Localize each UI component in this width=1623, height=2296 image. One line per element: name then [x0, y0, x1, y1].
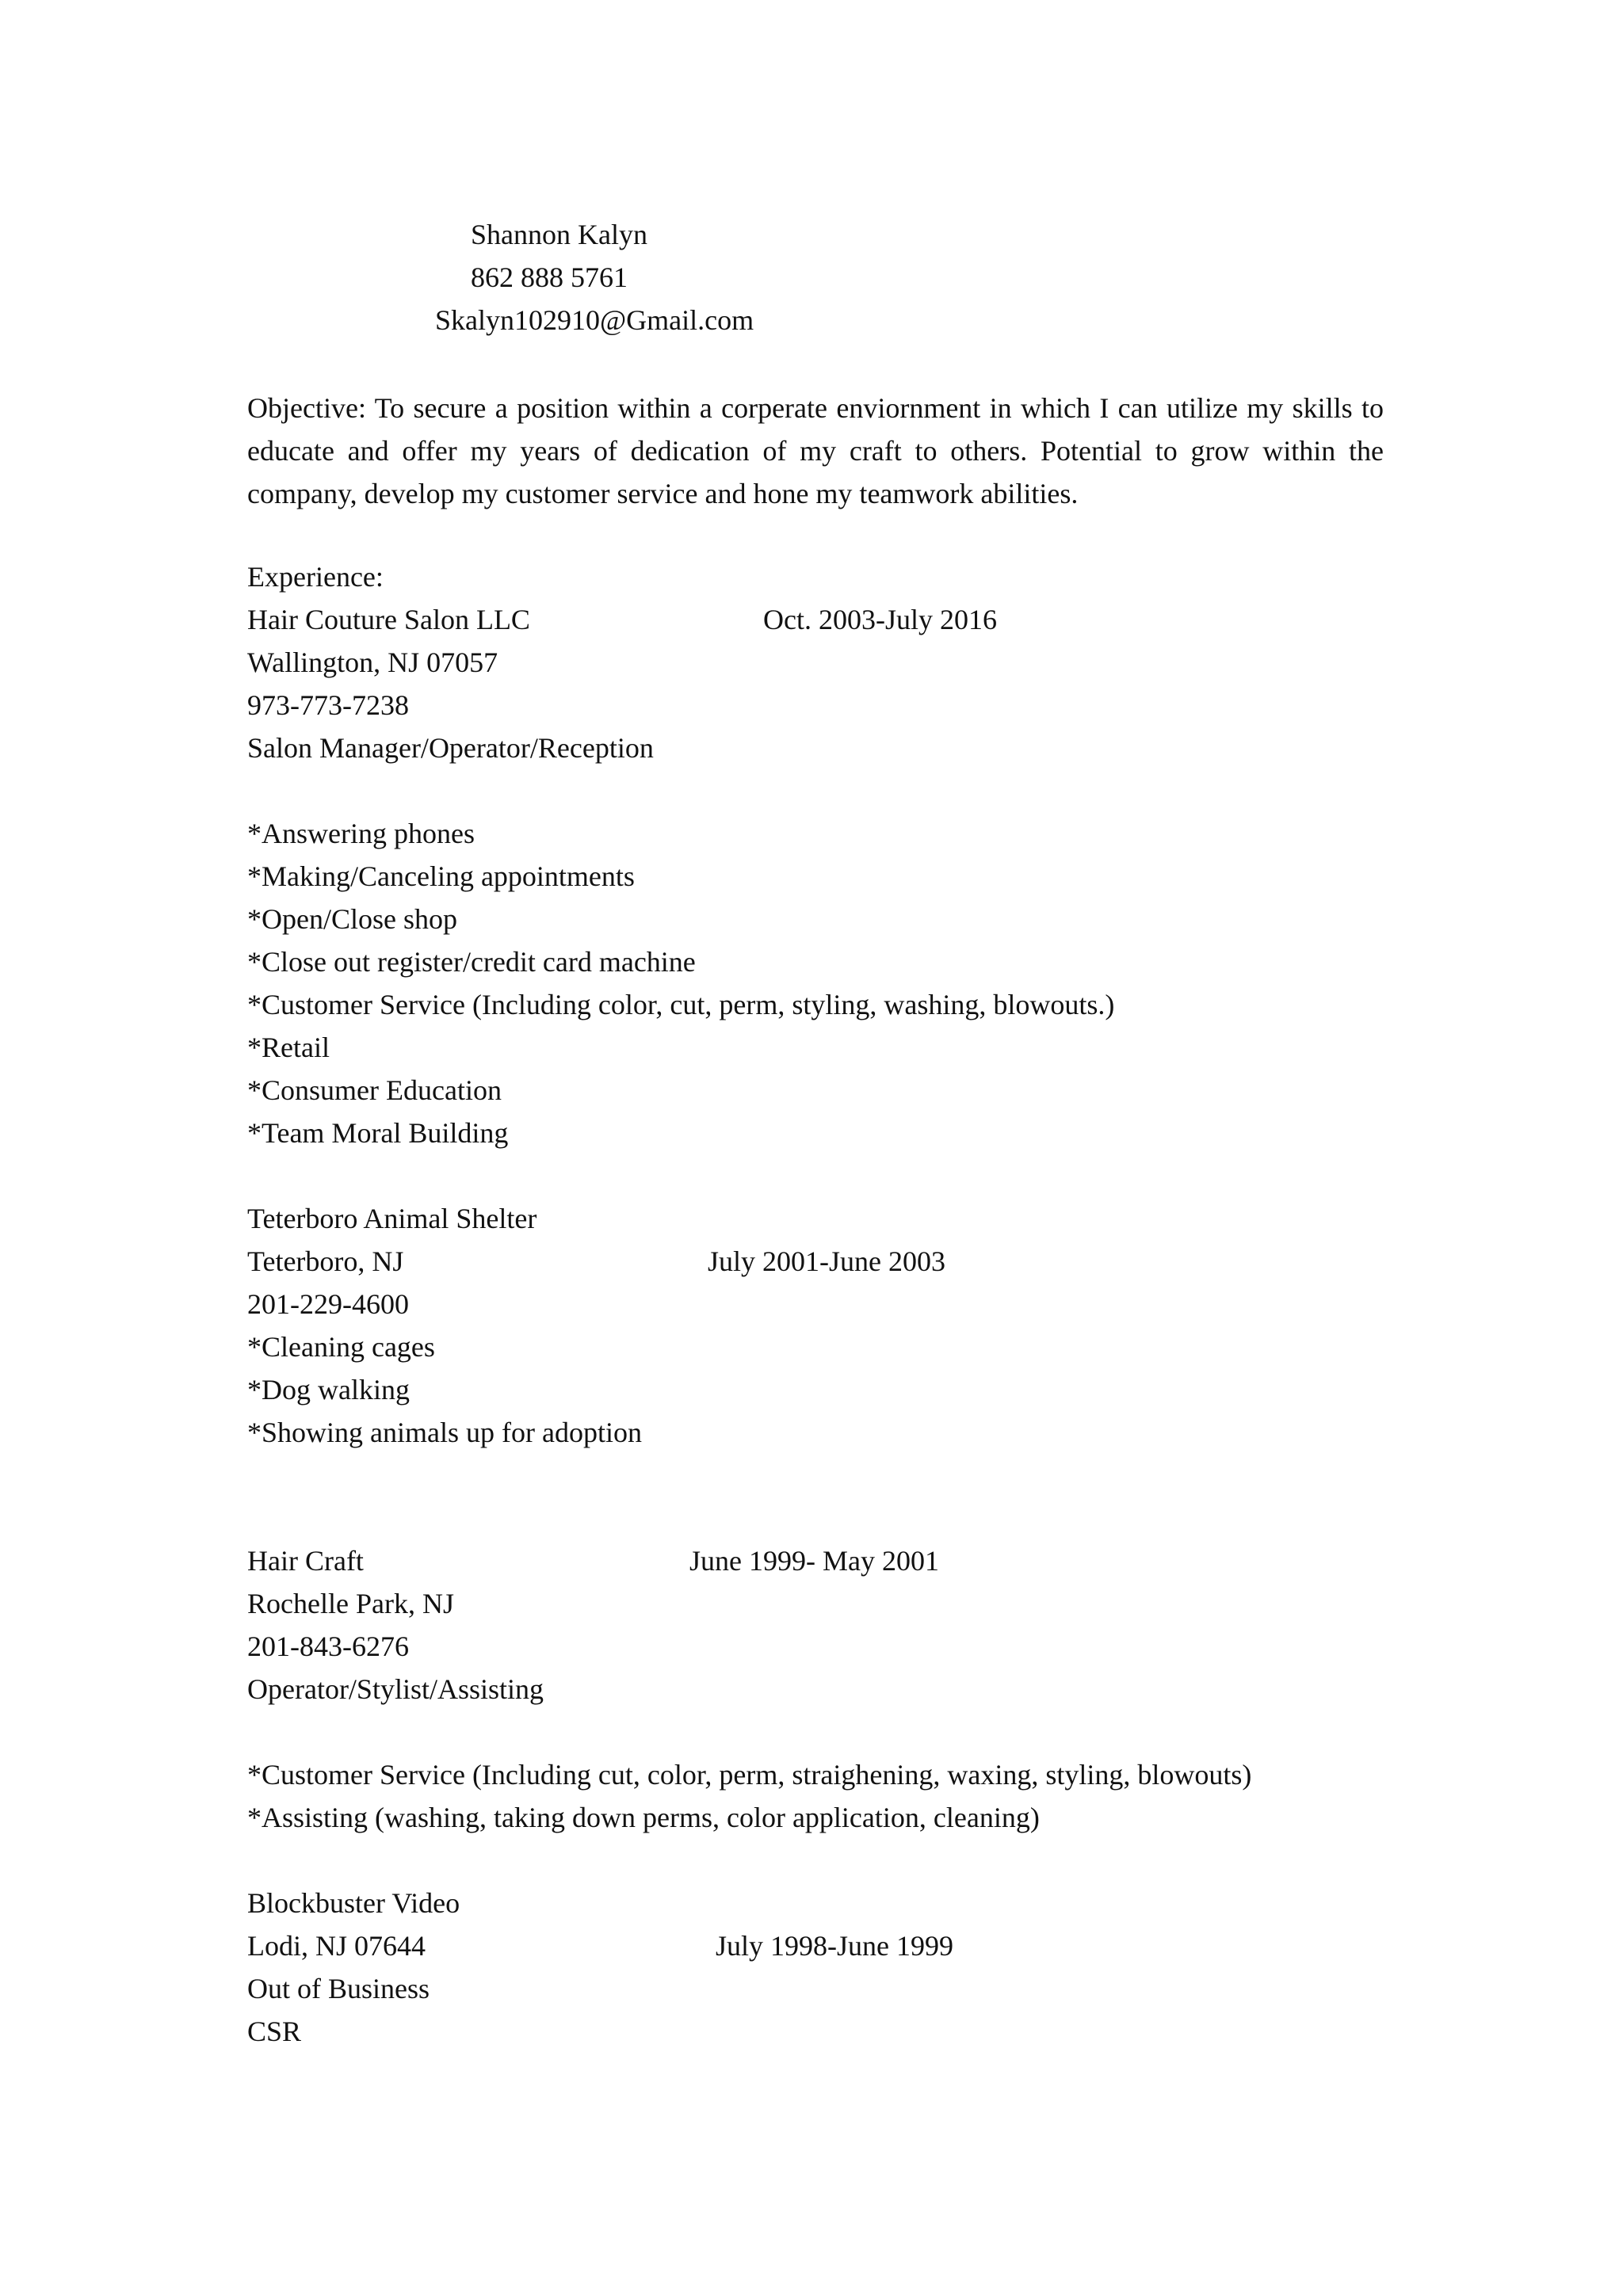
job-location: Teterboro, NJ — [247, 1245, 404, 1277]
experience-heading: Experience: — [247, 561, 384, 593]
job-role: Operator/Stylist/Assisting — [247, 1673, 544, 1705]
job-duty: *Answering phones — [247, 818, 475, 849]
objective-line: educate and offer my years of dedication of my craft to others. Potential to grow within the — [247, 435, 1384, 467]
job-role: Salon Manager/Operator/Reception — [247, 732, 654, 764]
job-phone: 973-773-7238 — [247, 689, 409, 721]
job-employer: Hair Craft — [247, 1545, 364, 1577]
job-dates: July 1998-June 1999 — [716, 1930, 953, 1962]
job-employer: Hair Couture Salon LLC — [247, 604, 530, 635]
job-duty: *Assisting (washing, taking down perms, color application, cleaning) — [247, 1802, 1040, 1833]
applicant-name: Shannon Kalyn — [471, 219, 647, 250]
job-duty: *Making/Canceling appointments — [247, 860, 635, 892]
job-duty: *Consumer Education — [247, 1074, 502, 1106]
applicant-phone: 862 888 5761 — [471, 261, 628, 293]
job-status: Out of Business — [247, 1973, 430, 2004]
job-phone: 201-229-4600 — [247, 1288, 409, 1320]
job-dates: Oct. 2003-July 2016 — [763, 604, 997, 635]
job-duty: *Customer Service (Including cut, color, perm, straighening, waxing, styling, blowouts) — [247, 1759, 1252, 1791]
job-employer: Blockbuster Video — [247, 1887, 460, 1919]
job-duty: *Open/Close shop — [247, 903, 457, 935]
job-location: Lodi, NJ 07644 — [247, 1930, 426, 1962]
job-duty: *Team Moral Building — [247, 1117, 509, 1149]
objective-paragraph — [247, 387, 1384, 515]
job-duty: *Customer Service (Including color, cut, perm, styling, washing, blowouts.) — [247, 989, 1115, 1020]
job-location: Wallington, NJ 07057 — [247, 646, 498, 678]
objective-line: Objective: To secure a position within a corperate enviornment in which I can utilize my skills to — [247, 392, 1384, 424]
applicant-email: Skalyn102910@Gmail.com — [435, 304, 754, 336]
job-employer: Teterboro Animal Shelter — [247, 1203, 537, 1234]
job-duty: *Dog walking — [247, 1374, 410, 1405]
job-location: Rochelle Park, NJ — [247, 1588, 454, 1619]
job-dates: June 1999- May 2001 — [689, 1545, 939, 1577]
objective-line: company, develop my customer service and hone my teamwork abilities. — [247, 478, 1079, 509]
job-duty: *Close out register/credit card machine — [247, 946, 696, 978]
job-duty: *Retail — [247, 1032, 330, 1063]
job-duty: *Cleaning cages — [247, 1331, 435, 1363]
job-phone: 201-843-6276 — [247, 1630, 409, 1662]
job-role: CSR — [247, 2016, 302, 2047]
job-duty: *Showing animals up for adoption — [247, 1417, 642, 1448]
job-dates: July 2001-June 2003 — [708, 1245, 945, 1277]
